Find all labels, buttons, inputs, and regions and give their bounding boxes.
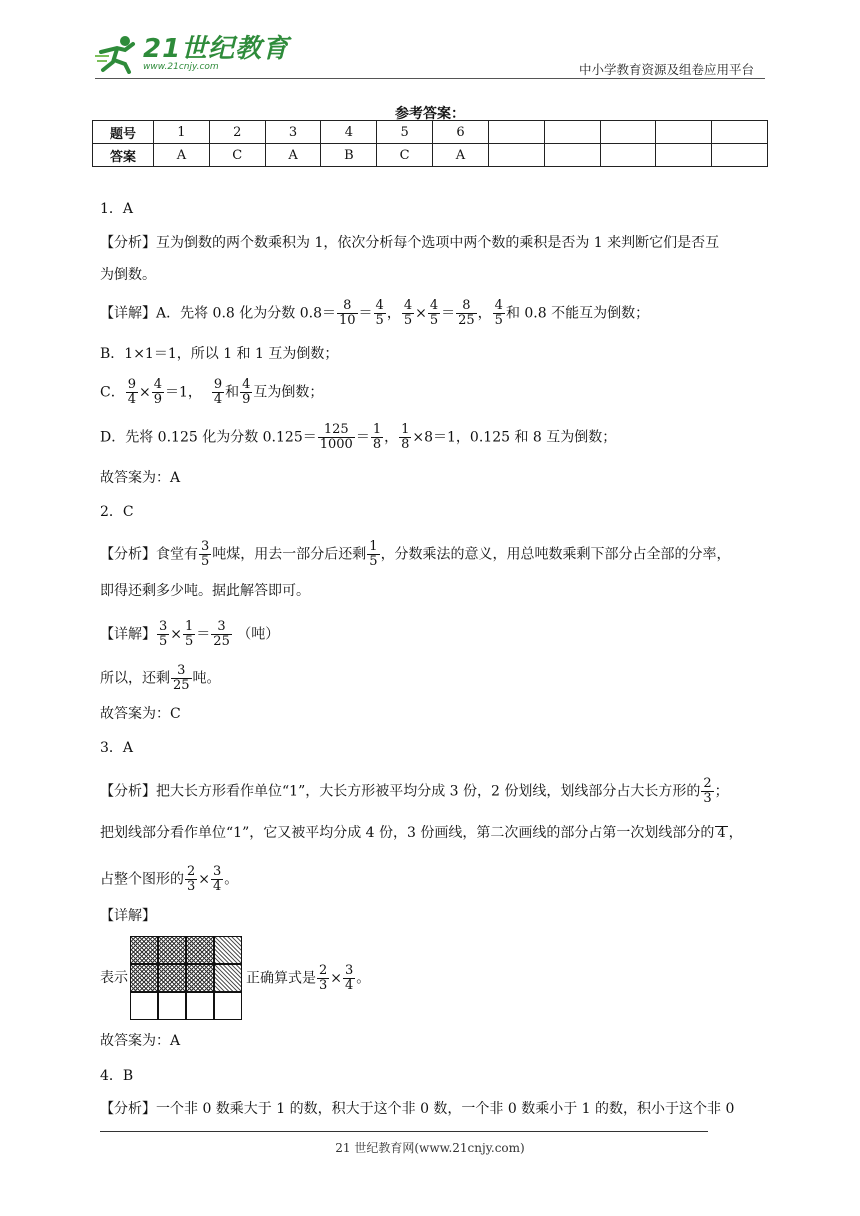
table-cell [488, 144, 544, 167]
table-cell [544, 144, 600, 167]
q1-detail-b: B．1×1＝1，所以 1 和 1 互为倒数； [100, 346, 339, 362]
fraction: $\frac{9}{4}$ [127, 377, 136, 407]
q1-conclusion: 故答案为：A [100, 470, 181, 486]
q1-detail-d: D．先将 0.125 化为分数 0.125＝ $\frac{125}{1000}$ ＝ $\frac{1}{8}$ ， $\frac{1}{8}$ ×8＝1，0.125 和 8 互为倒数； [100, 422, 617, 452]
fraction: $\frac{4}{5}$ [403, 298, 413, 328]
table-cell: 4 [321, 121, 377, 144]
grid-cell [214, 936, 242, 964]
q3-heading: 3．A [100, 740, 134, 756]
table-cell: A [154, 144, 210, 167]
grid-cell [186, 964, 214, 992]
q1-detail-c: C． $\frac{9}{4}$ × $\frac{4}{9}$ ＝1， $\frac{9}{4}$ 和 $\frac{4}{9}$ 互为倒数； [100, 377, 324, 407]
q2-conclusion: 故答案为：C [100, 706, 181, 722]
q4-heading: 4．B [100, 1068, 134, 1084]
table-cell [600, 144, 656, 167]
q2-heading: 2．C [100, 504, 134, 520]
fraction: $\frac{2}{3}$ [319, 963, 328, 993]
answer-key-title: 参考答案： [395, 106, 465, 122]
fraction: $\frac{9}{4}$ [213, 377, 223, 407]
grid-cell [130, 936, 158, 964]
row-label-number: 题号 [93, 121, 154, 144]
q2-analysis-line2: 即得还剩多少吨。据此解答即可。 [100, 583, 310, 599]
fraction: $\frac{4}{9}$ [242, 377, 251, 407]
fraction: 4 [717, 825, 726, 841]
table-cell: A [265, 144, 321, 167]
footer-text: 21 世纪教育网(www.21cnjy.com) [335, 1141, 525, 1155]
table-cell: C [377, 144, 433, 167]
answer-row [93, 144, 768, 167]
fraction: $\frac{3}{5}$ [201, 539, 210, 569]
footer-divider [100, 1131, 708, 1132]
fraction: $\frac{2}{3}$ [703, 776, 712, 806]
table-cell: A [433, 144, 489, 167]
fraction: $\frac{3}{25}$ [173, 663, 190, 693]
grid-cell [158, 964, 186, 992]
q3-conclusion: 故答案为：A [100, 1033, 181, 1049]
fraction: $\frac{4}{5}$ [429, 298, 439, 328]
row-label-answer: 答案 [93, 144, 154, 167]
fraction: $\frac{8}{25}$ [458, 298, 475, 328]
grid-cell [130, 964, 158, 992]
grid-cell [158, 936, 186, 964]
fraction: $\frac{3}{4}$ [213, 864, 222, 894]
fraction: $\frac{125}{1000}$ [319, 422, 353, 452]
grid-cell [214, 992, 242, 1020]
question-number-row [93, 121, 768, 144]
fraction: $\frac{3}{25}$ [213, 619, 230, 649]
q4-analysis-line1: 【分析】一个非 0 数乘大于 1 的数，积大于这个非 0 数，一个非 0 数乘小于 1 的数，积小于这个非 0 [100, 1101, 735, 1117]
q1-heading: 1．A [100, 201, 134, 217]
fraction: $\frac{1}{8}$ [401, 422, 410, 452]
table-cell [544, 121, 600, 144]
site-logo [95, 34, 289, 74]
table-cell [712, 144, 768, 167]
q3-analysis-line2: 把划线部分看作单位“1”，它又被平均分成 4 份，3 份画线，第二次画线的部分占第一次划线部分的 4 ， [100, 825, 743, 841]
fraction: $\frac{3}{4}$ [345, 963, 354, 993]
q1-analysis-line2: 为倒数。 [100, 267, 156, 283]
table-cell: 5 [377, 121, 433, 144]
table-cell: C [209, 144, 265, 167]
table-cell [600, 121, 656, 144]
grid-cell [158, 992, 186, 1020]
logo-title: 21世纪教育 [143, 34, 290, 64]
table-cell [488, 121, 544, 144]
answer-key-table [92, 120, 768, 167]
fraction: $\frac{4}{9}$ [153, 377, 163, 407]
header-divider [95, 78, 765, 79]
grid-cell [214, 964, 242, 992]
grid-cell [130, 992, 158, 1020]
fraction: $\frac{2}{3}$ [187, 864, 196, 894]
table-cell [656, 121, 712, 144]
q1-analysis-line1: 【分析】互为倒数的两个数乘积为 1，依次分析每个选项中两个数的乘积是否为 1 来判断它们是否互 [100, 235, 720, 251]
fraction: $\frac{8}{10}$ [339, 298, 356, 328]
q3-shown-label: 表示 [100, 970, 128, 986]
q2-result: 所以，还剩 $\frac{3}{25}$ 吨。 [100, 663, 221, 693]
fraction: $\frac{1}{8}$ [372, 422, 382, 452]
table-cell: 3 [265, 121, 321, 144]
table-cell: 6 [433, 121, 489, 144]
fraction: $\frac{4}{5}$ [375, 298, 384, 328]
q2-analysis-line1: 【分析】食堂有 $\frac{3}{5}$ 吨煤，用去一部分后还剩 $\frac{1}{5}$ ，分数乘法的意义，用总吨数乘剩下部分占全部的分率， [100, 539, 731, 569]
q3-formula: 正确算式是 $\frac{2}{3}$ × $\frac{3}{4}$ 。 [246, 963, 371, 993]
grid-cell [186, 936, 214, 964]
grid-cell [186, 992, 214, 1020]
fraction: $\frac{4}{5}$ [494, 298, 503, 328]
platform-name: 中小学教育资源及组卷应用平台 [578, 62, 754, 77]
q3-analysis-line3: 占整个图形的 $\frac{2}{3}$ × $\frac{3}{4}$ 。 [100, 864, 239, 894]
fraction: $\frac{3}{5}$ [159, 619, 168, 649]
q2-detail: 【详解】 $\frac{3}{5}$ × $\frac{1}{5}$ ＝ $\frac{3}{25}$ （吨） [100, 619, 280, 649]
q3-detail-label: 【详解】 [100, 908, 156, 924]
text: 【详解】A．先将 0.8 化为分数 0.8＝ [100, 305, 336, 322]
shaded-rectangle-diagram [130, 936, 242, 1020]
logo-url: www.21cnjy.com [143, 62, 219, 72]
q1-detail-a: 【详解】A．先将 0.8 化为分数 0.8＝ $\frac{8}{10}$ ＝ $\frac{4}{5}$ ， $\frac{4}{5}$ × $\frac{4}{5}$ ＝ $\frac{8}{25}$ ， $\frac{4}{5}$ 和 0.8 不能互为倒数； [100, 298, 650, 328]
table-cell: 1 [154, 121, 210, 144]
fraction: $\frac{1}{5}$ [185, 619, 194, 649]
table-cell: 2 [209, 121, 265, 144]
table-cell: B [321, 144, 377, 167]
table-cell [712, 121, 768, 144]
table-cell [656, 144, 712, 167]
fraction: $\frac{1}{5}$ [369, 539, 378, 569]
runner-icon [95, 34, 139, 74]
q3-analysis-line1: 【分析】把大长方形看作单位“1”，大长方形被平均分成 3 份，2 份划线，划线部分占大长方形的 $\frac{2}{3}$ ； [100, 776, 729, 806]
